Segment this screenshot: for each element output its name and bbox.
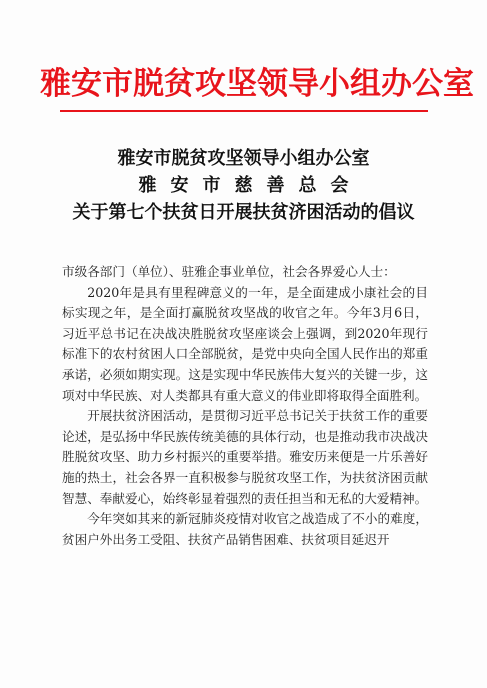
- issuer-line-leading-group: 雅安市脱贫攻坚领导小组办公室: [117, 148, 370, 169]
- body-paragraph-2: 开展扶贫济困活动，是贯彻习近平总书记关于扶贫工作的重要论述，是弘扬中华民族传统美德的具体行动，也是推动我市决战决胜脱贫攻坚、助力乡村振兴的重要举措。雅安历来便是一片乐善好施的热土，社会各界一直积极参与脱贫攻坚工作，为扶贫济困贡献智慧、奉献爱心，始终彰显着强烈的责任担当和无私的大爱精神。: [62, 408, 428, 506]
- body-paragraph-1: 2020年是具有里程碑意义的一年，是全面建成小康社会的目标实现之年，是全面打赢脱贫攻坚战的收官之年。今年3月6日，习近平总书记在决战决胜脱贫攻坚座谈会上强调，到2020年现行标准下的农村贫困人口全部脱贫，是党中央向全国人民作出的郑重承诺，必须如期实现。这是实现中华民族伟大复兴的关键一步，这项对中华民族、对人类都具有重大意义的伟业即将取得全面胜利。: [62, 284, 428, 403]
- body-paragraph-3: 今年突如其来的新冠肺炎疫情对收官之战造成了不小的难度，贫困户外出务工受阻、扶贫产品销售困难、扶贫项目延迟开: [62, 511, 428, 547]
- letterhead-divider: [60, 110, 428, 112]
- document-title-block: [0, 145, 487, 226]
- document-subject-title: 关于第七个扶贫日开展扶贫济困活动的倡议: [72, 202, 415, 223]
- document-body: [62, 262, 428, 550]
- issuer-line-charity: 雅安市慈善总会: [138, 175, 363, 196]
- office-letterhead-title: 雅安市脱贫攻坚领导小组办公室: [40, 66, 474, 102]
- salutation: 市级各部门（单位）、驻雅企事业单位，社会各界爱心人士：: [62, 264, 396, 279]
